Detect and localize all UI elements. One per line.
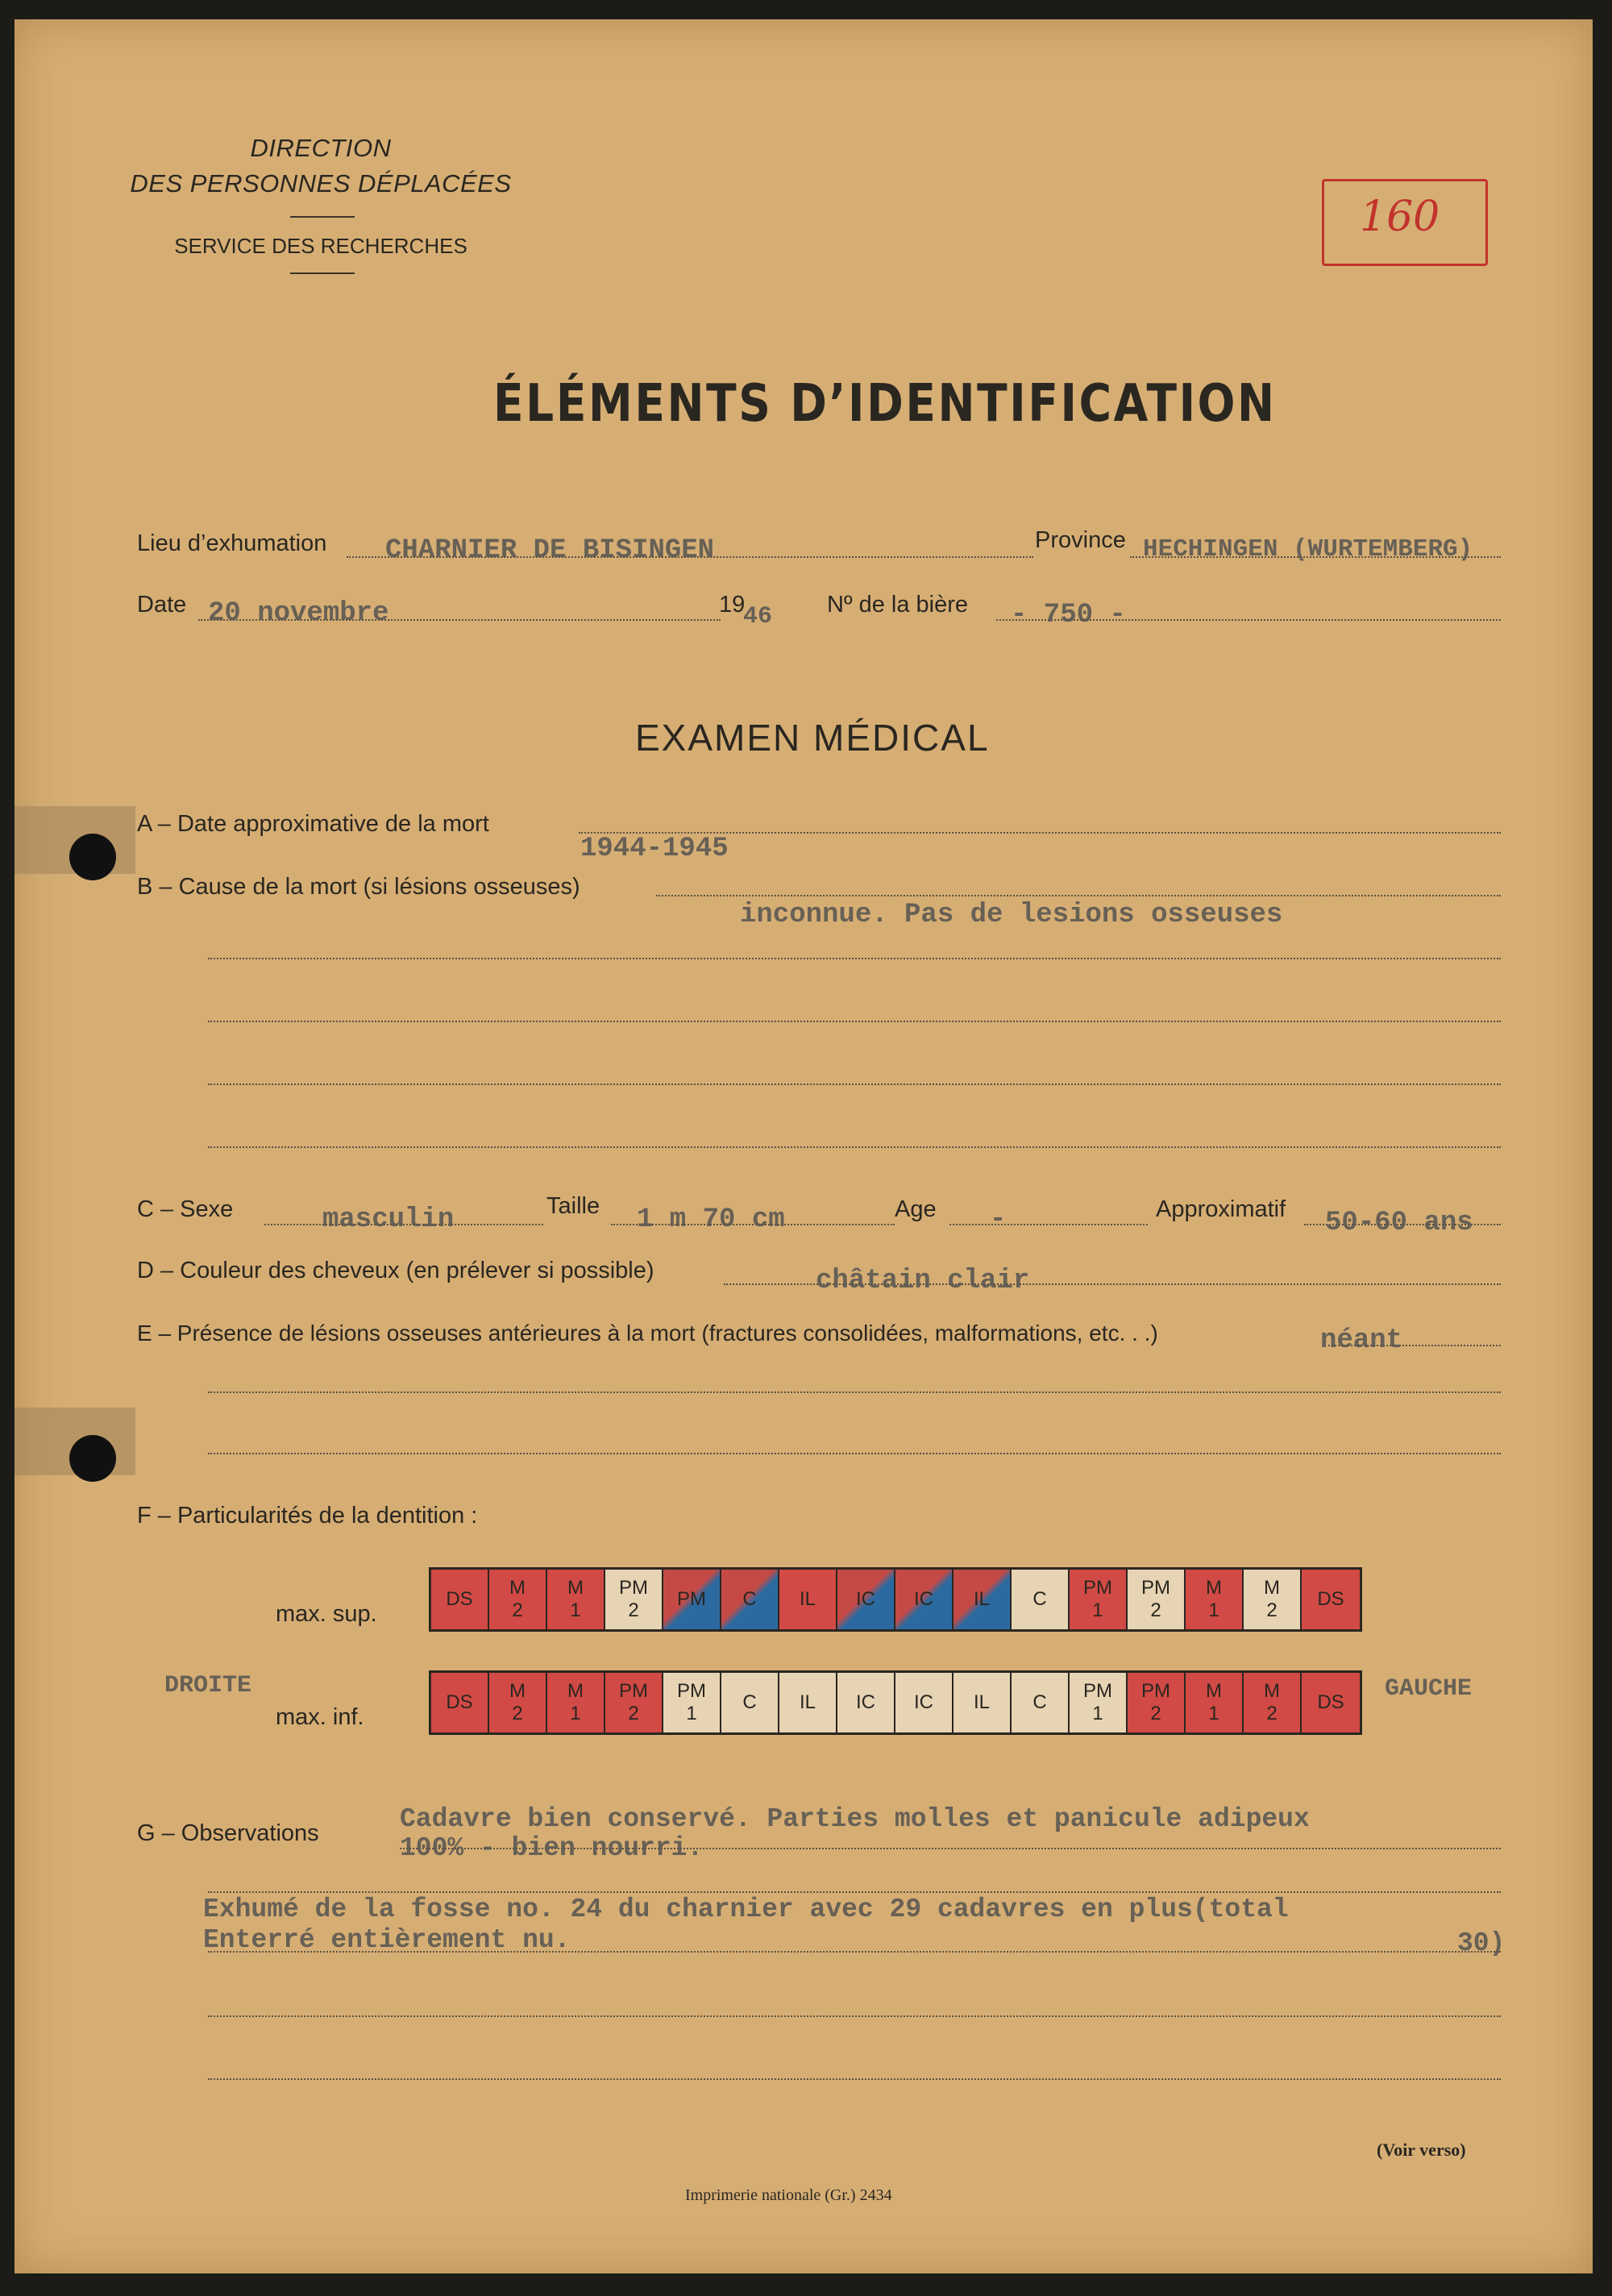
province-value: HECHINGEN (WURTEMBERG) — [1143, 535, 1473, 564]
inf-tooth: M 1 — [1186, 1673, 1244, 1732]
exam-a-value: 1944-1945 — [580, 834, 729, 864]
exam-e-value: néant — [1320, 1325, 1403, 1356]
dotted-line — [656, 895, 1501, 896]
gauche-label: GAUCHE — [1385, 1675, 1473, 1703]
sup-tooth: C — [721, 1570, 779, 1629]
inf-tooth: PM 2 — [1128, 1673, 1186, 1732]
inf-tooth: PM 1 — [663, 1673, 721, 1732]
exam-a-label: A – Date approximative de la mort — [137, 811, 489, 837]
inf-tooth: IL — [779, 1673, 837, 1732]
voir-verso: (Voir verso) — [1377, 2140, 1466, 2160]
taille-value: 1 m 70 cm — [637, 1204, 785, 1235]
dotted-line — [208, 1391, 1501, 1393]
lieu-value: CHARNIER DE BISINGEN — [385, 535, 715, 566]
dotted-line — [208, 1453, 1501, 1454]
dotted-line — [949, 1224, 1148, 1225]
document-page — [15, 19, 1593, 2273]
header-divider — [290, 216, 355, 218]
header-line1: DIRECTION — [250, 134, 392, 162]
section-title: EXAMEN MÉDICAL — [635, 717, 990, 759]
inf-tooth: M 2 — [489, 1673, 547, 1732]
inf-tooth: IC — [895, 1673, 953, 1732]
age-label: Age — [895, 1196, 937, 1222]
dotted-line — [208, 2078, 1501, 2080]
page-title: ÉLÉMENTS D’IDENTIFICATION — [493, 374, 1277, 434]
exam-e-label: E – Présence de lésions osseuses antérieures à la mort (fractures consolidées, malformations, etc. . .) — [137, 1321, 1158, 1346]
header-service: SERVICE DES RECHERCHES — [174, 234, 467, 258]
inf-tooth: M 2 — [1244, 1673, 1302, 1732]
dotted-line — [208, 1021, 1501, 1022]
binder-hole — [69, 1435, 116, 1482]
exam-b-label: B – Cause de la mort (si lésions osseuses) — [137, 874, 580, 900]
observation-line4: Enterré entièrement nu. — [203, 1925, 571, 1955]
max-inf-label: max. inf. — [276, 1704, 364, 1730]
approx-label: Approximatif — [1156, 1196, 1286, 1222]
header-divider — [290, 272, 355, 274]
binder-hole — [69, 834, 116, 880]
sup-tooth: IL — [953, 1570, 1012, 1629]
inf-tooth: PM 2 — [605, 1673, 663, 1732]
sup-tooth: DS — [1302, 1570, 1360, 1629]
inf-tooth: IL — [953, 1673, 1012, 1732]
dentition-upper-row — [429, 1567, 1362, 1632]
dotted-line — [208, 1951, 1501, 1953]
file-number-stamp — [1322, 179, 1488, 266]
dotted-line — [208, 1146, 1501, 1148]
inf-tooth: C — [1012, 1673, 1070, 1732]
inf-tooth: DS — [431, 1673, 489, 1732]
approx-value: 50-60 ans — [1325, 1208, 1473, 1238]
inf-tooth: M 1 — [547, 1673, 605, 1732]
sup-tooth: IC — [837, 1570, 895, 1629]
inf-tooth: DS — [1302, 1673, 1360, 1732]
dotted-line — [208, 1891, 1501, 1893]
exam-g-label: G – Observations — [137, 1820, 319, 1846]
observation-line1: Cadavre bien conservé. Parties molles et panicule adipeux — [400, 1804, 1310, 1834]
sup-tooth: PM — [663, 1570, 721, 1629]
sup-tooth: DS — [431, 1570, 489, 1629]
observation-line3: Exhumé de la fosse no. 24 du charnier avec 29 cadavres en plus(total — [203, 1895, 1289, 1924]
dentition-lower-row — [429, 1670, 1362, 1735]
file-number: 160 — [1360, 193, 1440, 241]
observation-line5: 30) — [1457, 1928, 1506, 1958]
sup-tooth: M 1 — [547, 1570, 605, 1629]
inf-tooth: PM 1 — [1070, 1673, 1128, 1732]
lieu-label: Lieu d’exhumation — [137, 530, 327, 556]
year-prefix: 19 — [719, 592, 746, 618]
age-value: - — [990, 1204, 1007, 1235]
sup-tooth: PM 2 — [605, 1570, 663, 1629]
observation-line2: 100% - bien nourri. — [400, 1833, 704, 1863]
droite-label: DROITE — [164, 1672, 252, 1699]
sup-tooth: M 2 — [1244, 1570, 1302, 1629]
exam-f-label: F – Particularités de la dentition : — [137, 1503, 478, 1529]
sup-tooth: IC — [895, 1570, 953, 1629]
sup-tooth: PM 1 — [1070, 1570, 1128, 1629]
exam-c-label: C – Sexe — [137, 1196, 234, 1222]
exam-b-value: inconnue. Pas de lesions osseuses — [740, 900, 1283, 930]
dotted-line — [208, 2015, 1501, 2017]
printer-mark: Imprimerie nationale (Gr.) 2434 — [685, 2186, 892, 2204]
exam-d-value: châtain clair — [816, 1266, 1030, 1296]
taille-label: Taille — [546, 1193, 600, 1219]
max-sup-label: max. sup. — [276, 1601, 377, 1627]
sup-tooth: M 1 — [1186, 1570, 1244, 1629]
date-label: Date — [137, 592, 187, 618]
date-value: 20 novembre — [208, 598, 389, 629]
sexe-value: masculin — [322, 1204, 455, 1235]
exam-d-label: D – Couleur des cheveux (en prélever si possible) — [137, 1258, 654, 1283]
sup-tooth: C — [1012, 1570, 1070, 1629]
header-line2: DES PERSONNES DÉPLACÉES — [130, 169, 512, 198]
biere-value: - 750 - — [1011, 600, 1126, 630]
sup-tooth: PM 2 — [1128, 1570, 1186, 1629]
dotted-line — [208, 1084, 1501, 1085]
biere-label: Nº de la bière — [827, 592, 969, 618]
sup-tooth: M 2 — [489, 1570, 547, 1629]
inf-tooth: IC — [837, 1673, 895, 1732]
inf-tooth: C — [721, 1673, 779, 1732]
province-label: Province — [1035, 527, 1126, 553]
sup-tooth: IL — [779, 1570, 837, 1629]
dotted-line — [208, 958, 1501, 959]
year-suffix: 46 — [743, 603, 773, 630]
